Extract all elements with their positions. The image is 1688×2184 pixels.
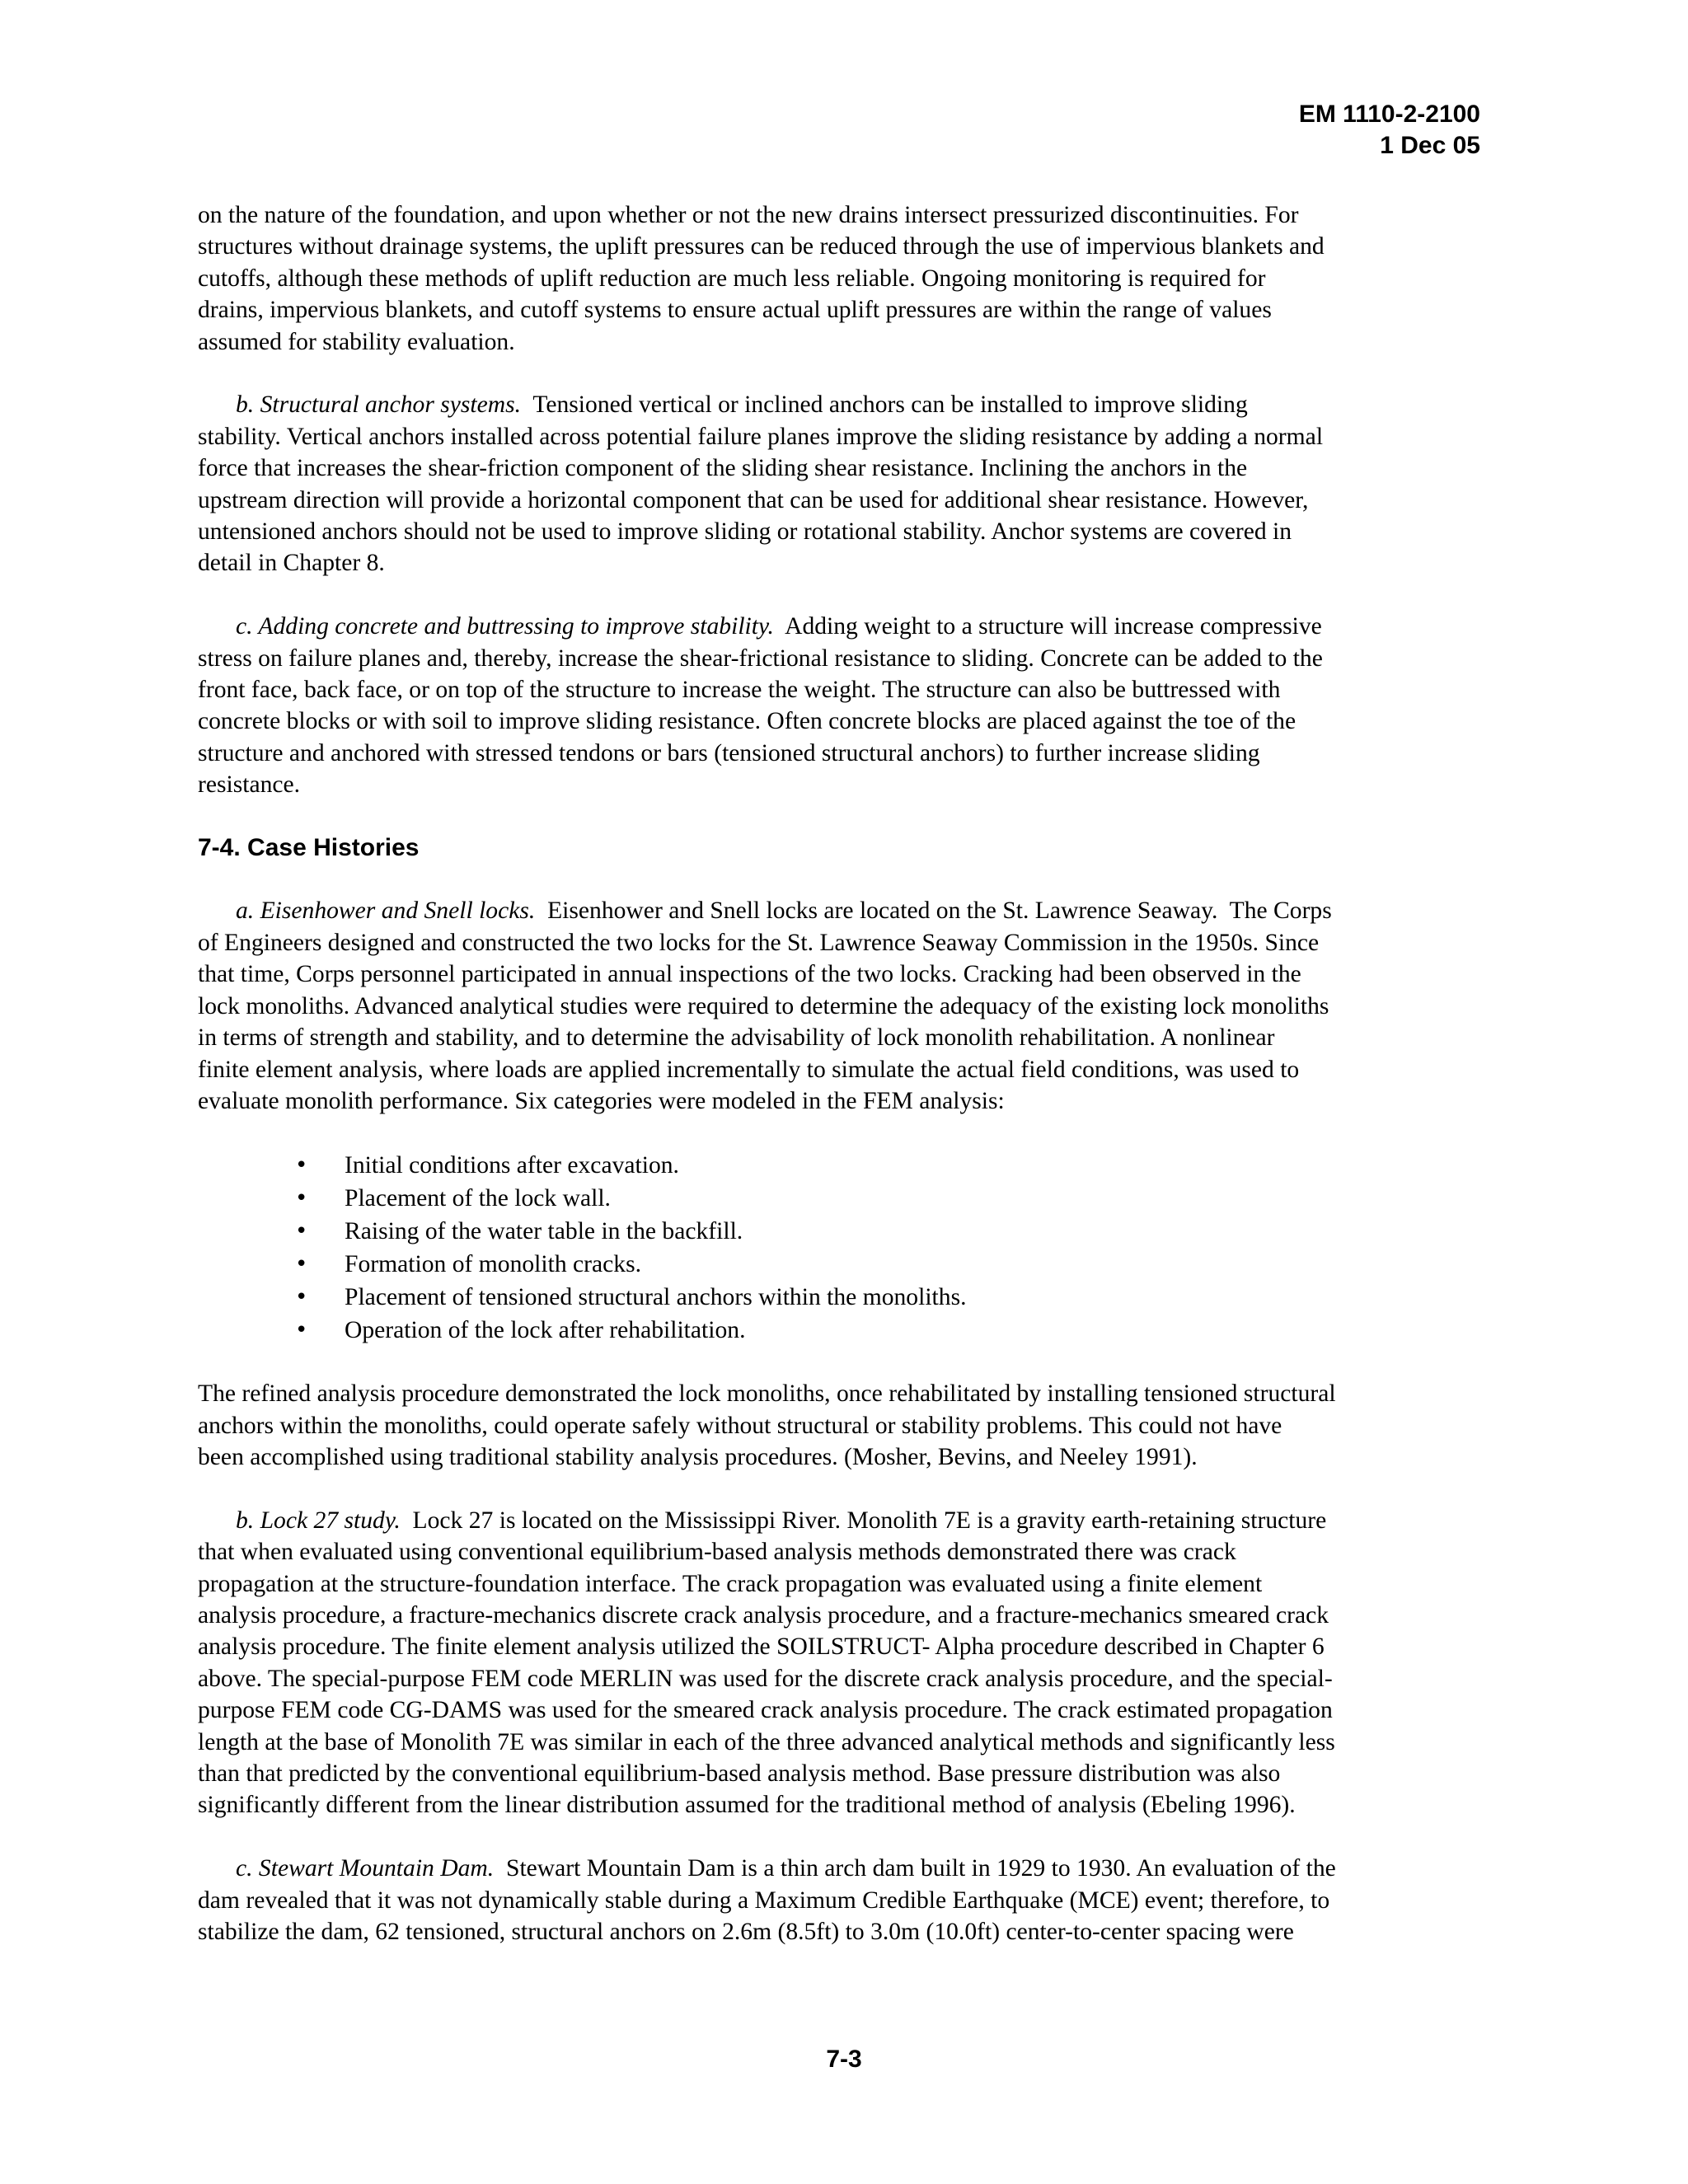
text-line: force that increases the shear-friction component of the sliding shear resistance. Inclining the anchors in the xyxy=(198,455,1248,482)
list-item xyxy=(198,1182,1492,1215)
list-item xyxy=(198,1149,1492,1182)
text-line xyxy=(198,895,1492,926)
text-line: above. The special-purpose FEM code MERLIN was used for the discrete crack analysis procedure, and the special- xyxy=(198,1665,1333,1692)
paragraph-lock-27-study xyxy=(198,1505,1492,1821)
text-line: dam revealed that it was not dynamically stable during a Maximum Credible Earthquake (MCE) event; therefore, to xyxy=(198,1886,1330,1914)
text-line: finite element analysis, where loads are applied incrementally to simulate the actual field conditions, was used to xyxy=(198,1056,1300,1083)
section-heading: 7-4. Case Histories xyxy=(198,834,420,862)
text-run: Stewart Mountain Dam is a thin arch dam built in 1929 to 1930. An evaluation of the xyxy=(494,1855,1336,1882)
document-date: 1 Dec 05 xyxy=(1380,132,1480,159)
paragraph-refined-analysis xyxy=(198,1378,1492,1473)
text-line: structure and anchored with stressed tendons or bars (tensioned structural anchors) to further increase sliding xyxy=(198,739,1260,766)
text-line: resistance. xyxy=(198,771,301,799)
bullet-icon: • xyxy=(295,1317,308,1343)
text-line xyxy=(198,1505,1492,1536)
paragraph-stewart-mountain-dam xyxy=(198,1853,1492,1947)
list-item xyxy=(198,1281,1492,1314)
bullet-icon: • xyxy=(295,1152,308,1178)
text-line: front face, back face, or on top of the structure to increase the weight. The structure can also be buttressed with xyxy=(198,677,1281,704)
paragraph-continued xyxy=(198,199,1492,358)
text-line: cutoffs, although these methods of uplift reduction are much less reliable. Ongoing monitoring is required for xyxy=(198,265,1266,292)
text-line: significantly different from the linear distribution assumed for the traditional method of analysis (Ebeling 1996). xyxy=(198,1792,1296,1819)
page-header xyxy=(1299,99,1480,162)
list-item xyxy=(198,1215,1492,1248)
text-line: been accomplished using traditional stability analysis procedures. (Mosher, Bevins, and Neeley 1991). xyxy=(198,1443,1198,1470)
text-line: analysis procedure. The finite element analysis utilized the SOILSTRUCT- Alpha procedure described in Chapter 6 xyxy=(198,1633,1325,1661)
list-item-text: Placement of tensioned structural anchors within the monoliths. xyxy=(345,1283,967,1310)
paragraph-lead: b. Lock 27 study. xyxy=(236,1507,401,1534)
text-line: lock monoliths. Advanced analytical studies were required to determine the adequacy of the existing lock monoliths xyxy=(198,992,1329,1019)
text-line xyxy=(198,611,1492,642)
text-line: of Engineers designed and constructed the two locks for the St. Lawrence Seaway Commission in the 1950s. Since xyxy=(198,929,1320,956)
text-line: that time, Corps personnel participated in annual inspections of the two locks. Cracking had been observed in the xyxy=(198,961,1301,988)
paragraph-lead: b. Structural anchor systems. xyxy=(236,391,522,419)
bullet-icon: • xyxy=(295,1284,308,1310)
paragraph-lead: c. Stewart Mountain Dam. xyxy=(236,1855,495,1882)
paragraph-lead: a. Eisenhower and Snell locks. xyxy=(236,898,536,925)
text-line: upstream direction will provide a horizontal component that can be used for additional shear resistance. However, xyxy=(198,486,1309,513)
text-line: than that predicted by the conventional equilibrium-based analysis method. Base pressure distribution was also xyxy=(198,1760,1281,1787)
text-run: Lock 27 is located on the Mississippi River. Monolith 7E is a gravity earth-retaining structure xyxy=(400,1507,1327,1534)
text-line: assumed for stability evaluation. xyxy=(198,328,515,355)
list-item xyxy=(198,1248,1492,1281)
text-line: evaluate monolith performance. Six categories were modeled in the FEM analysis: xyxy=(198,1087,1005,1114)
list-item-text: Raising of the water table in the backfill. xyxy=(345,1217,743,1244)
bullet-list xyxy=(198,1149,1492,1347)
paragraph-structural-anchor-systems xyxy=(198,389,1492,579)
document-body xyxy=(198,199,1492,1980)
list-item-text: Operation of the lock after rehabilitation. xyxy=(345,1316,746,1343)
paragraph-adding-concrete xyxy=(198,611,1492,800)
text-line: detail in Chapter 8. xyxy=(198,550,385,577)
list-item-text: Formation of monolith cracks. xyxy=(345,1250,641,1277)
text-line: stabilize the dam, 62 tensioned, structural anchors on 2.6m (8.5ft) to 3.0m (10.0ft) center-to-center spacing were xyxy=(198,1918,1294,1945)
bullet-icon: • xyxy=(295,1218,308,1244)
text-run: Tensioned vertical or inclined anchors can be installed to improve sliding xyxy=(521,391,1248,419)
document-number: EM 1110-2-2100 xyxy=(1298,101,1480,128)
text-line: anchors within the monoliths, could operate safely without structural or stability problems. This could not have xyxy=(198,1412,1282,1439)
list-item xyxy=(198,1314,1492,1347)
text-line: in terms of strength and stability, and to determine the advisability of lock monolith rehabilitation. A nonlinear xyxy=(198,1024,1275,1052)
text-line: stability. Vertical anchors installed across potential failure planes improve the sliding resistance by adding a normal xyxy=(198,423,1324,450)
text-run: Adding weight to a structure will increase compressive xyxy=(773,613,1322,640)
text-line xyxy=(198,1853,1492,1884)
list-item-text: Placement of the lock wall. xyxy=(345,1184,611,1212)
page-number: 7-3 xyxy=(826,2046,862,2073)
text-line: purpose FEM code CG-DAMS was used for the smeared crack analysis procedure. The crack estimated propagation xyxy=(198,1697,1333,1724)
list-item-text: Initial conditions after excavation. xyxy=(345,1151,679,1179)
text-line: stress on failure planes and, thereby, increase the shear-frictional resistance to sliding. Concrete can be added to the xyxy=(198,644,1323,672)
bullet-icon: • xyxy=(295,1185,308,1211)
text-line: drains, impervious blankets, and cutoff systems to ensure actual uplift pressures are within the range of values xyxy=(198,297,1272,324)
text-line: propagation at the structure-foundation interface. The crack propagation was evaluated using a finite element xyxy=(198,1570,1263,1597)
paragraph-lead: c. Adding concrete and buttressing to improve stability. xyxy=(236,613,774,640)
text-line: The refined analysis procedure demonstrated the lock monoliths, once rehabilitated by installing tensioned structural xyxy=(198,1380,1336,1408)
text-line: that when evaluated using conventional equilibrium-based analysis methods demonstrated there was crack xyxy=(198,1539,1236,1566)
text-line: concrete blocks or with soil to improve sliding resistance. Often concrete blocks are placed against the toe of the xyxy=(198,708,1296,735)
bullet-icon: • xyxy=(295,1251,308,1277)
text-line: length at the base of Monolith 7E was similar in each of the three advanced analytical methods and significantly less xyxy=(198,1728,1335,1755)
text-line: untensioned anchors should not be used to improve sliding or rotational stability. Anchor systems are covered in xyxy=(198,518,1292,546)
paragraph-eisenhower-snell xyxy=(198,895,1492,1117)
text-line: structures without drainage systems, the uplift pressures can be reduced through the use of impervious blankets and xyxy=(198,233,1325,260)
text-line: on the nature of the foundation, and upon whether or not the new drains intersect pressurized discontinuities. For xyxy=(198,202,1299,228)
text-run: Eisenhower and Snell locks are located on the St. Lawrence Seaway. The Corps xyxy=(535,898,1332,925)
text-line xyxy=(198,389,1492,420)
text-line: analysis procedure, a fracture-mechanics discrete crack analysis procedure, and a fracture-mechanics smeared crack xyxy=(198,1601,1329,1629)
